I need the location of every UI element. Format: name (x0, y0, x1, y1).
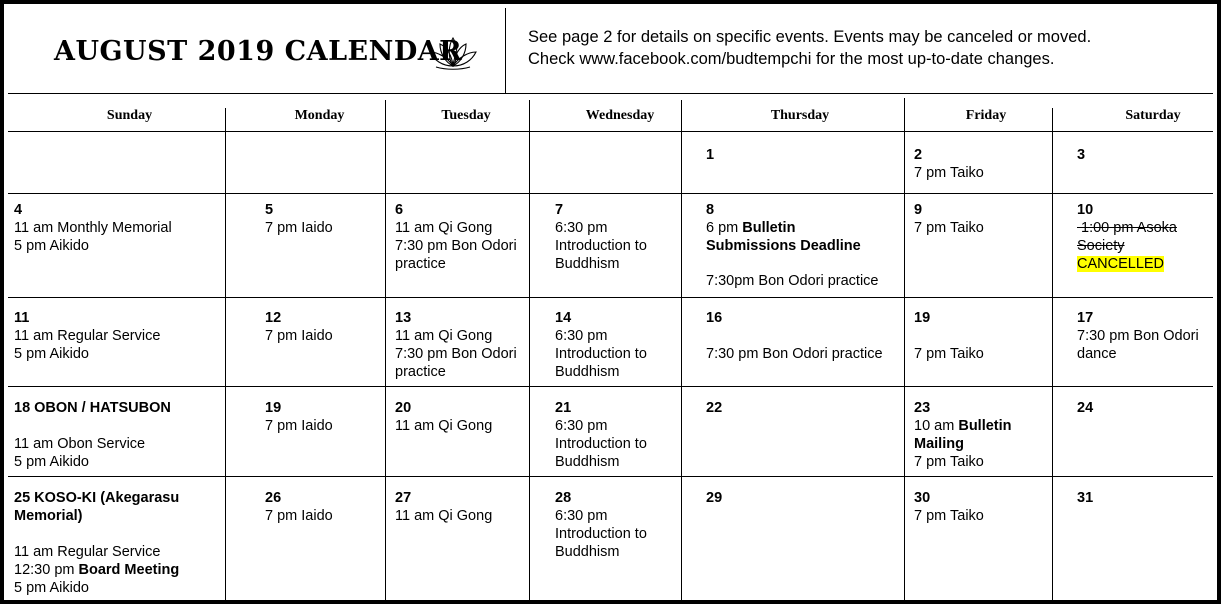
day-cell (555, 201, 647, 273)
day-number: 2 (914, 147, 923, 163)
day-number: 19 (914, 310, 931, 326)
day-cell (555, 489, 647, 561)
event-text-cancelled: 1:00 pm Asoka (1077, 220, 1177, 236)
event-text: Introduction to (555, 526, 647, 542)
event-text: 6 pm (706, 220, 743, 236)
day-cell (706, 489, 722, 507)
event-text: 6:30 pm (555, 418, 608, 434)
grid-line (8, 476, 1213, 477)
day-number: 20 (395, 400, 412, 416)
lotus-icon (428, 36, 478, 70)
event-text: 6:30 pm (555, 328, 608, 344)
event-text-bold: Bulletin (958, 418, 1012, 434)
event-text: 7 pm Iaido (265, 220, 333, 236)
day-number: 12 (265, 310, 282, 326)
event-text-bold: Submissions Deadline (706, 238, 861, 254)
event-text: 11 am Qi Gong (395, 418, 493, 434)
grid-line (529, 100, 530, 604)
day-number: 13 (395, 310, 412, 326)
event-text: 5 pm Aikido (14, 238, 89, 254)
event-text: 11 am Qi Gong (395, 508, 493, 524)
event-text: Buddhism (555, 256, 620, 272)
day-header-sunday: Sunday (106, 108, 153, 123)
event-text: 7 pm Taiko (914, 508, 984, 524)
day-cell (914, 309, 984, 363)
day-title: 25 KOSO-KI (Akegarasu (14, 490, 180, 506)
calendar-title: AUGUST 2019 CALENDAR (54, 36, 463, 67)
spacer (14, 525, 179, 543)
day-number: 31 (1077, 490, 1094, 506)
day-number: 23 (914, 400, 931, 416)
day-cell (265, 201, 333, 237)
grid-line (681, 100, 682, 604)
day-number: 1 (706, 147, 715, 163)
event-text: Buddhism (555, 544, 620, 560)
notice-line-1: See page 2 for details on specific events. Events may be canceled or moved. (528, 28, 1092, 46)
event-text: 7 pm Iaido (265, 418, 333, 434)
grid-line (225, 108, 226, 604)
day-cell (14, 309, 160, 363)
day-number: 16 (706, 310, 723, 326)
grid-line (8, 93, 1213, 94)
event-text: 7:30 pm Bon Odori (1077, 328, 1199, 344)
day-cell (706, 201, 878, 290)
event-text: 10 am (914, 418, 959, 434)
event-text: Introduction to (555, 346, 647, 362)
day-number: 21 (555, 400, 572, 416)
day-number: 17 (1077, 310, 1094, 326)
day-cell (706, 146, 714, 164)
event-text: 11 am Regular Service (14, 328, 161, 344)
day-number: 24 (1077, 400, 1094, 416)
spacer (14, 417, 171, 435)
day-header-saturday: Saturday (1125, 108, 1181, 123)
event-text (14, 561, 179, 579)
day-header-monday: Monday (294, 108, 345, 123)
day-cell (706, 399, 722, 417)
event-text: 11 am Qi Gong (395, 220, 493, 236)
day-number: 28 (555, 490, 572, 506)
day-cell (1077, 399, 1093, 417)
day-cell (555, 399, 647, 471)
day-number: 3 (1077, 147, 1086, 163)
day-number: 29 (706, 490, 723, 506)
event-text-bold: Bulletin (742, 220, 796, 236)
day-cell (14, 399, 171, 471)
event-text: practice (395, 256, 446, 272)
event-text: 7 pm Taiko (914, 220, 984, 236)
grid-line (8, 131, 1213, 132)
day-cell (265, 309, 333, 345)
event-text: 5 pm Aikido (14, 580, 89, 596)
event-text-bold: Mailing (914, 436, 964, 452)
day-cell (1077, 489, 1093, 507)
event-text: 7:30 pm Bon Odori (395, 238, 517, 254)
day-cell (1077, 146, 1085, 164)
day-number: 4 (14, 202, 23, 218)
day-cell (555, 309, 647, 381)
event-text: Introduction to (555, 436, 647, 452)
day-cell (395, 309, 517, 381)
event-text: 7:30 pm Bon Odori practice (706, 346, 883, 362)
event-text: 6:30 pm (555, 508, 608, 524)
event-text: 5 pm Aikido (14, 346, 89, 362)
day-cell (265, 399, 333, 435)
grid-line (8, 386, 1213, 387)
grid-line (904, 98, 905, 604)
day-header-tuesday: Tuesday (441, 108, 491, 123)
day-number: 14 (555, 310, 572, 326)
day-number: 10 (1077, 202, 1094, 218)
day-cell (265, 489, 333, 525)
day-title: Memorial) (14, 508, 83, 524)
event-text: 7 pm Taiko (914, 454, 984, 470)
event-text (914, 417, 1012, 435)
spacer (914, 327, 984, 345)
cancelled-badge (1077, 255, 1177, 273)
day-number: 26 (265, 490, 282, 506)
day-cell (1077, 309, 1199, 363)
event-text-cancelled: Society (1077, 238, 1125, 254)
event-text: Buddhism (555, 364, 620, 380)
event-text: 12:30 pm (14, 562, 79, 578)
event-text: 7:30 pm Bon Odori (395, 346, 517, 362)
day-cell (14, 201, 172, 255)
grid-line (385, 100, 386, 604)
day-cell (706, 309, 883, 363)
event-text: 7 pm Taiko (914, 165, 984, 181)
event-text: 6:30 pm (555, 220, 608, 236)
event-text: Buddhism (555, 454, 620, 470)
grid-line (1052, 108, 1053, 604)
event-text (706, 219, 878, 237)
calendar-title-box (8, 8, 506, 94)
event-text: 7 pm Iaido (265, 508, 333, 524)
day-number: 27 (395, 490, 412, 506)
day-number: 30 (914, 490, 931, 506)
day-title: 18 OBON / HATSUBON (14, 400, 171, 416)
notice-text (528, 26, 1091, 70)
day-cell (395, 201, 517, 273)
grid-line (8, 193, 1213, 194)
day-cell (1077, 201, 1177, 273)
day-number: 6 (395, 202, 404, 218)
cancelled-label: CANCELLED (1077, 256, 1165, 272)
day-number: 19 (265, 400, 282, 416)
event-text: 7 pm Taiko (914, 346, 984, 362)
day-number: 9 (914, 202, 923, 218)
event-text: Introduction to (555, 238, 647, 254)
notice-line-2: Check www.facebook.com/budtempchi for the most up-to-date changes. (528, 50, 1055, 68)
event-text: 7 pm Iaido (265, 328, 333, 344)
event-text: 11 am Qi Gong (395, 328, 493, 344)
grid-line (8, 297, 1213, 298)
event-text: practice (395, 364, 446, 380)
day-cell (395, 399, 492, 435)
event-text: 11 am Regular Service (14, 544, 161, 560)
event-text-bold: Board Meeting (78, 562, 180, 578)
event-text: 11 am Obon Service (14, 436, 146, 452)
spacer (706, 255, 878, 272)
event-text: dance (1077, 346, 1117, 362)
event-text: 5 pm Aikido (14, 454, 89, 470)
day-header-wednesday: Wednesday (585, 108, 655, 123)
event-text: 11 am Monthly Memorial (14, 220, 172, 236)
day-number: 8 (706, 202, 715, 218)
day-cell (14, 489, 179, 597)
day-number: 11 (14, 310, 30, 326)
event-text: 7:30pm Bon Odori practice (706, 273, 879, 289)
spacer (706, 327, 883, 345)
day-number: 22 (706, 400, 723, 416)
day-number: 7 (555, 202, 564, 218)
day-header-thursday: Thursday (770, 108, 830, 123)
day-cell (914, 489, 984, 525)
day-number: 5 (265, 202, 274, 218)
day-cell (914, 201, 984, 237)
day-header-friday: Friday (965, 108, 1007, 123)
day-cell (914, 146, 984, 182)
day-cell (914, 399, 1012, 471)
day-cell (395, 489, 492, 525)
